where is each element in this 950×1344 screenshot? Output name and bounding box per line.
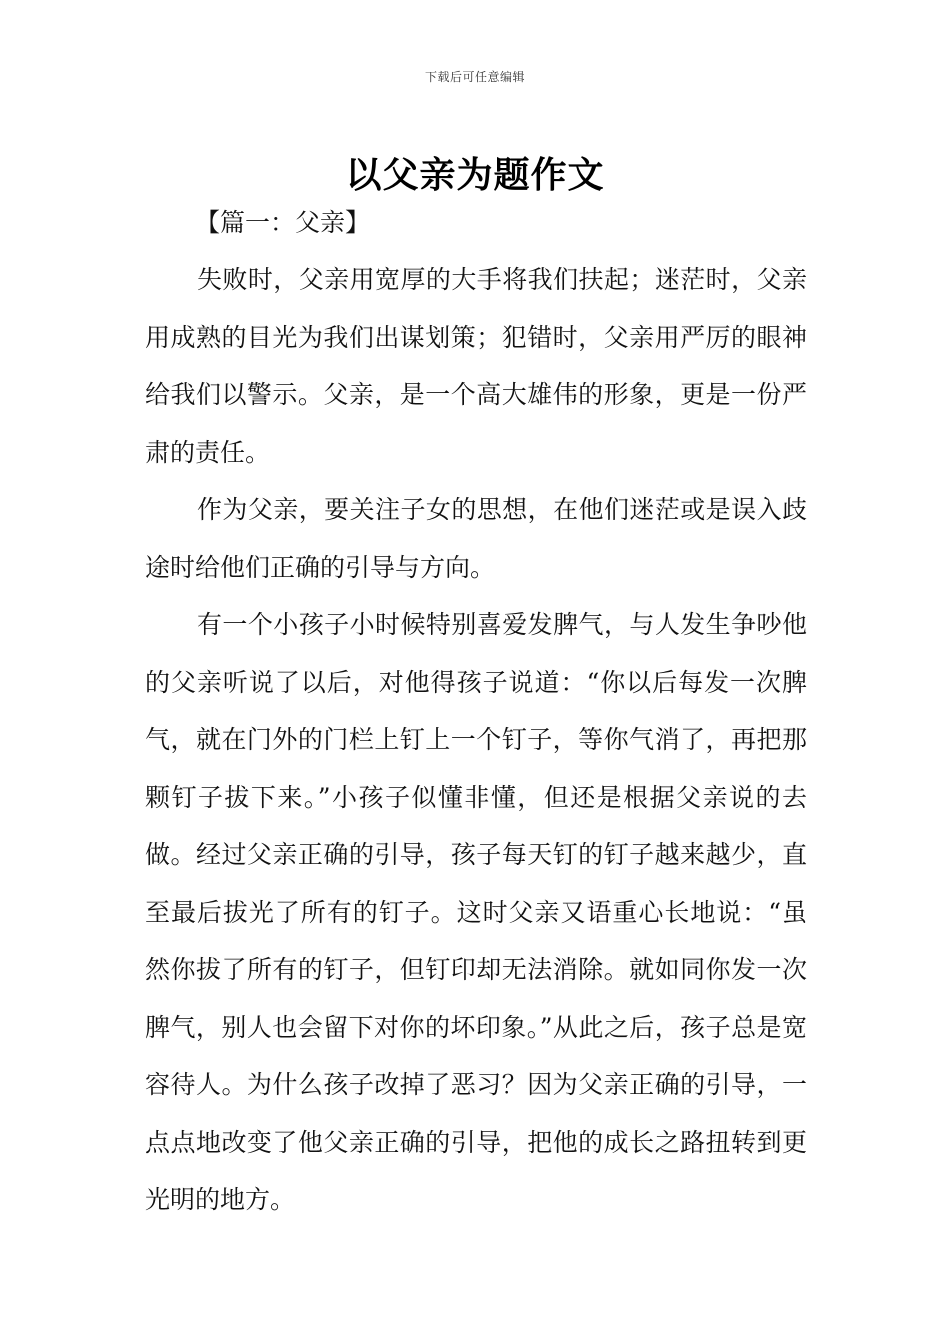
section-heading: 【篇一：父亲】 <box>195 208 371 237</box>
header-note: 下载后可任意编辑 <box>424 70 525 84</box>
document-body <box>145 201 807 1229</box>
paragraph-1: 失败时，父亲用宽厚的大手将我们扶起；迷茫时，父亲用成熟的目光为我们出谋划策；犯错时，父亲用严厉的眼神给我们以警示。父亲，是一个高大雄伟的形象，更是一份严肃的责任。 <box>145 265 807 467</box>
document-title: 以父亲为题作文 <box>345 155 605 197</box>
paragraph-2: 作为父亲，要关注子女的思想，在他们迷茫或是误入歧途时给他们正确的引导与方向。 <box>145 495 807 582</box>
paragraph-3: 有一个小孩子小时候特别喜爱发脾气，与人发生争吵他的父亲听说了以后，对他得孩子说道：“你以后每发一次脾气，就在门外的门栏上钉上一个钉子，等你气消了，再把那颗钉子拔下来。”小孩子似懂非懂，但还是根据父亲说的去做。经过父亲正确的引导，孩子每天钉的钉子越来越少，直至最后拔光了所有的钉子。这时父亲又语重心长地说：“虽然你拔了所有的钉子，但钉印却无法消除。就如同你发一次脾气，别人也会留下对你的坏印象。”从此之后，孩子总是宽容待人。为什么孩子改掉了恶习？因为父亲正确的引导，一点点地改变了他父亲正确的引导，把他的成长之路扭转到更光明的地方。 <box>145 610 807 1214</box>
